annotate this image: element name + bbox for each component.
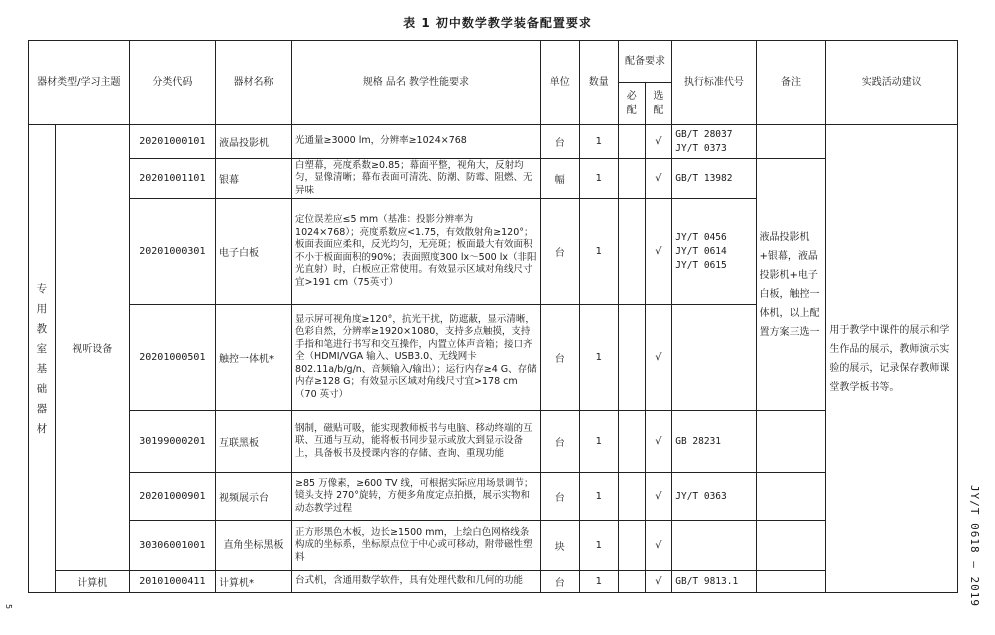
- cell-optional: √: [645, 473, 672, 521]
- cell-optional: √: [645, 305, 672, 411]
- cell-name: 直角坐标黑板: [216, 521, 292, 571]
- cell-unit: 块: [540, 521, 579, 571]
- header-config: 配备要求: [618, 41, 671, 83]
- equipment-table: [28, 40, 958, 593]
- standard-side-label: JY/T 0618 – 2019: [968, 485, 981, 607]
- cell-standard: GB/T 9813.1: [672, 571, 756, 593]
- table-title: 表 1 初中数学教学装备配置要求: [403, 16, 592, 30]
- cell-name: 触控一体机*: [216, 305, 292, 411]
- cell-remark-empty: [756, 411, 826, 473]
- cell-optional: √: [645, 411, 672, 473]
- cell-standard: [672, 305, 756, 411]
- cell-code: 20201001101: [129, 159, 215, 199]
- table-row: [29, 411, 958, 473]
- cell-qty: 1: [579, 159, 618, 199]
- cell-standard: JY/T 0456 JY/T 0614 JY/T 0615: [672, 199, 756, 305]
- cell-required: [618, 571, 645, 593]
- cell-spec: 白塑幕，亮度系数≥0.85；幕面平整，视角大，反射均匀，显像清晰；幕布表面可清洗、防潮、防霉、阻燃、无异味: [292, 159, 541, 199]
- subgroup-computer: 计算机: [55, 571, 129, 593]
- page-number: 5: [4, 603, 13, 609]
- cell-spec: 显示屏可视角度≥120°，抗光干扰，防遮蔽，显示清晰，色彩自然，分辨率≥1920×1080，支持多点触摸，支持手指和笔进行书写和交互操作，内置立体声音箱；接口齐全（HDMI/VGA 输入、USB3.0、无线网卡 802.11a/b/g/n、音频输入/输出）；运行内存≥4 G、存储内存≥128 G；有效显示区域对角线尺寸宜>178 cm（70 英寸）: [292, 305, 541, 411]
- cell-standard: [672, 521, 756, 571]
- cell-qty: 1: [579, 305, 618, 411]
- suggestion-cell: [826, 125, 958, 593]
- cell-unit: 台: [540, 305, 579, 411]
- cell-qty: 1: [579, 199, 618, 305]
- cell-name: 银幕: [216, 159, 292, 199]
- cell-spec: 台式机，含通用数学软件，具有处理代数和几何的功能: [292, 571, 541, 593]
- cell-qty: 1: [579, 521, 618, 571]
- cell-required: [618, 199, 645, 305]
- cell-spec: 定位误差应≤5 mm（基准：投影分辨率为1024×768）；亮度系数应<1.75，有效散射角≥120°；板面表面应柔和，反光均匀，无亮斑；板面最大有效面积不小于板面面积的90%；表面照度300 lx～500 lx（非阳光直射）时，白板应正常使用。有效显示区域对角线尺寸宜>191 cm（75英寸）: [292, 199, 541, 305]
- cell-unit: 台: [540, 125, 579, 159]
- cell-required: [618, 411, 645, 473]
- cell-remark-empty: [756, 571, 826, 593]
- cell-standard: JY/T 0363: [672, 473, 756, 521]
- cell-remark-empty: [756, 473, 826, 521]
- cell-code: 20201000501: [129, 305, 215, 411]
- cell-optional: √: [645, 125, 672, 159]
- table-row: [29, 571, 958, 593]
- category-label: 专用教室基础器材: [36, 282, 48, 435]
- header-spec: 规格 品名 教学性能要求: [292, 41, 541, 125]
- header-remark: 备注: [756, 41, 826, 125]
- cell-remark-empty: [756, 125, 826, 159]
- cell-name: 电子白板: [216, 199, 292, 305]
- table-row: [29, 521, 958, 571]
- cell-required: [618, 159, 645, 199]
- cell-code: 20201000901: [129, 473, 215, 521]
- header-standard: 执行标准代号: [672, 41, 756, 125]
- cell-spec: 钢制，磁贴可吸，能实现教师板书与电脑、移动终端的互联、互通与互动，能将板书同步显示或放大到显示设备上，具备板书及授课内容的存储、查询、重现功能: [292, 411, 541, 473]
- cell-code: 20201000301: [129, 199, 215, 305]
- header-name: 器材名称: [216, 41, 292, 125]
- cell-unit: 台: [540, 411, 579, 473]
- table-row: [29, 125, 958, 159]
- cell-required: [618, 473, 645, 521]
- cell-optional: √: [645, 521, 672, 571]
- cell-required: [618, 305, 645, 411]
- header-suggestion: 实践活动建议: [826, 41, 958, 125]
- cell-code: 30199000201: [129, 411, 215, 473]
- cell-required: [618, 521, 645, 571]
- cell-code: 20101000411: [129, 571, 215, 593]
- suggestion-text: 用于教学中课件的展示和学生作品的展示，教师演示实验的展示，记录保存教师课堂教学板书等。: [829, 324, 950, 393]
- cell-name: 视频展示台: [216, 473, 292, 521]
- cell-standard: GB/T 28037 JY/T 0373: [672, 125, 756, 159]
- cell-required: [618, 125, 645, 159]
- cell-standard: GB 28231: [672, 411, 756, 473]
- cell-qty: 1: [579, 125, 618, 159]
- cell-code: 30306001001: [129, 521, 215, 571]
- cell-spec: 正方形黑色木板，边长≥1500 mm，上绘白色网格线条构成的坐标系，坐标原点位于中心或可移动，附带磁性塑料: [292, 521, 541, 571]
- cell-spec: ≥85 万像素，≥600 TV 线，可根据实际应用场景调节；镜头支持 270°旋转，方便多角度定点拍摄，展示实物和动态教学过程: [292, 473, 541, 521]
- header-code: 分类代码: [129, 41, 215, 125]
- cell-name: 互联黑板: [216, 411, 292, 473]
- cell-optional: √: [645, 571, 672, 593]
- cell-qty: 1: [579, 473, 618, 521]
- header-type-theme: 器材类型/学习主题: [29, 41, 130, 125]
- cell-name: 液晶投影机: [216, 125, 292, 159]
- subgroup-av: 视听设备: [55, 125, 129, 571]
- header-required: 必配: [618, 83, 645, 125]
- cell-remark-empty: [756, 521, 826, 571]
- cell-code: 20201000101: [129, 125, 215, 159]
- table-row: [29, 473, 958, 521]
- cell-optional: √: [645, 159, 672, 199]
- remark-text: 液晶投影机+银幕，液晶投影机+电子白板，触控一体机，以上配置方案三选一: [759, 231, 820, 338]
- header-qty: 数量: [579, 41, 618, 125]
- cell-optional: √: [645, 199, 672, 305]
- cell-standard: GB/T 13982: [672, 159, 756, 199]
- cell-qty: 1: [579, 571, 618, 593]
- cell-unit: 台: [540, 473, 579, 521]
- category-cell: [29, 125, 56, 593]
- cell-spec: 光通量≥3000 lm，分辨率≥1024×768: [292, 125, 541, 159]
- cell-unit: 台: [540, 571, 579, 593]
- cell-name: 计算机*: [216, 571, 292, 593]
- cell-unit: 幅: [540, 159, 579, 199]
- cell-qty: 1: [579, 411, 618, 473]
- remark-cell: [756, 159, 826, 411]
- table-row: [29, 159, 958, 199]
- header-unit: 单位: [540, 41, 579, 125]
- cell-unit: 台: [540, 199, 579, 305]
- header-optional: 选配: [645, 83, 672, 125]
